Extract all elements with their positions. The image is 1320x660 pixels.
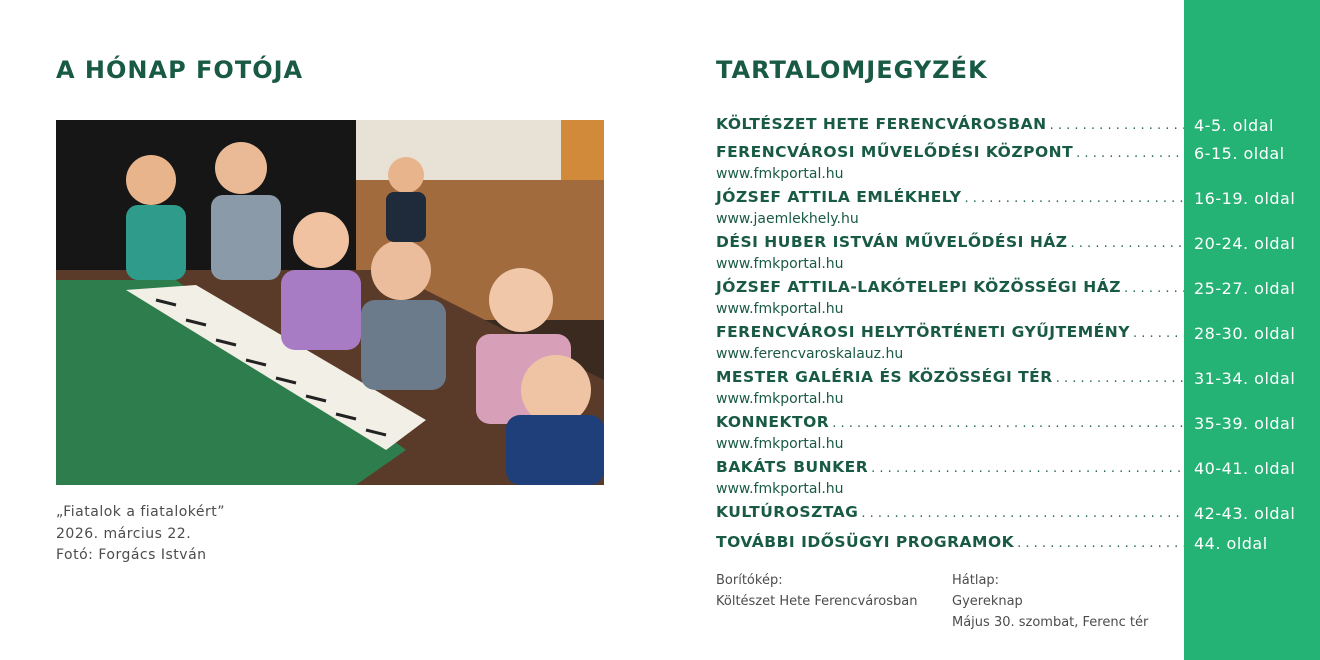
- toc-entry-page: 28-30. oldal: [1194, 324, 1296, 343]
- toc-title: TARTALOMJEGYZÉK: [716, 56, 988, 84]
- toc-entry-name: KÖLTÉSZET HETE FERENCVÁROSBAN: [716, 115, 1047, 133]
- toc-entry-url[interactable]: www.fmkportal.hu: [716, 301, 844, 317]
- back-cover-event: Gyereknap: [952, 594, 1023, 609]
- toc-entry[interactable]: [716, 533, 1268, 555]
- toc-entry[interactable]: [716, 323, 1296, 364]
- toc-entry-name: JÓZSEF ATTILA EMLÉKHELY: [716, 188, 962, 206]
- photo-caption: [56, 502, 225, 567]
- caption-photographer: Fotó: Forgács István: [56, 547, 207, 563]
- toc-entry-url[interactable]: www.fmkportal.hu: [716, 481, 844, 497]
- toc-entry-page: 44. oldal: [1194, 534, 1268, 553]
- toc-entry[interactable]: [716, 278, 1296, 319]
- toc-entry-page: 40-41. oldal: [1194, 459, 1296, 478]
- toc-entry-url[interactable]: www.fmkportal.hu: [716, 391, 844, 407]
- toc-entry[interactable]: [716, 368, 1296, 409]
- toc-entry[interactable]: [716, 188, 1296, 229]
- toc-entry-name: JÓZSEF ATTILA-LAKÓTELEPI KÖZÖSSÉGI HÁZ: [716, 278, 1122, 296]
- caption-date: 2026. március 22.: [56, 525, 192, 542]
- back-cover-label: Hátlap:: [952, 573, 1000, 588]
- toc-leader-dots: [829, 416, 1184, 431]
- toc-entry-name: KONNEKTOR: [716, 413, 830, 431]
- toc-entry[interactable]: [716, 503, 1296, 525]
- toc-entry-url[interactable]: www.fmkportal.hu: [716, 166, 844, 182]
- toc-entry[interactable]: [716, 458, 1296, 499]
- toc-entry[interactable]: [716, 143, 1285, 184]
- back-cover-credit: [952, 570, 1148, 633]
- toc-leader-dots: [1047, 118, 1184, 133]
- caption-title: „Fiatalok a fiatalokért”: [56, 504, 226, 520]
- toc-entry-page: 16-19. oldal: [1194, 189, 1296, 208]
- photo-children-at-piano: [56, 120, 604, 485]
- toc-entry-name: FERENCVÁROSI MŰVELŐDÉSI KÖZPONT: [716, 143, 1074, 161]
- toc-leader-dots: [868, 461, 1184, 476]
- toc-entry-page: 20-24. oldal: [1194, 234, 1296, 253]
- toc-entry-url[interactable]: www.fmkportal.hu: [716, 436, 844, 452]
- toc-entry-url[interactable]: www.jaemlekhely.hu: [716, 211, 859, 227]
- toc-leader-dots: [1130, 326, 1184, 341]
- toc-entry-name: TOVÁBBI IDŐSÜGYI PROGRAMOK: [716, 533, 1015, 551]
- toc-leader-dots: [1121, 281, 1184, 296]
- cover-credit-label: Borítókép:: [716, 573, 783, 588]
- toc-leader-dots: [1068, 236, 1184, 251]
- toc-leader-dots: [1053, 371, 1184, 386]
- toc-entry[interactable]: [716, 115, 1274, 137]
- toc-leader-dots: [1014, 536, 1184, 551]
- toc-entry-page: 42-43. oldal: [1194, 504, 1296, 523]
- toc-entry-name: BAKÁTS BUNKER: [716, 458, 869, 476]
- toc-entry-name: FERENCVÁROSI HELYTÖRTÉNETI GYŰJTEMÉNY: [716, 323, 1130, 341]
- back-cover-date: Május 30. szombat, Ferenc tér: [952, 615, 1149, 630]
- photo-of-month-title: A HÓNAP FOTÓJA: [56, 56, 304, 84]
- toc-leader-dots: [1073, 146, 1184, 161]
- cover-credit: [716, 570, 917, 612]
- toc-entry-url[interactable]: www.fmkportal.hu: [716, 256, 844, 272]
- toc-leader-dots: [858, 506, 1184, 521]
- toc-entry-page: 35-39. oldal: [1194, 414, 1296, 433]
- toc-entry-name: MESTER GALÉRIA ÉS KÖZÖSSÉGI TÉR: [716, 368, 1053, 386]
- toc-entry-url[interactable]: www.ferencvaroskalauz.hu: [716, 346, 904, 362]
- toc-entry[interactable]: [716, 233, 1296, 274]
- toc-entry-page: 4-5. oldal: [1194, 116, 1274, 135]
- toc-entry-name: KULTÚROSZTAG: [716, 503, 859, 521]
- toc-entry-page: 31-34. oldal: [1194, 369, 1296, 388]
- cover-credit-text: Költészet Hete Ferencvárosban: [716, 594, 918, 609]
- toc-entry-page: 6-15. oldal: [1194, 144, 1285, 163]
- toc-leader-dots: [961, 191, 1184, 206]
- toc-entry[interactable]: [716, 413, 1296, 454]
- toc-entry-name: DÉSI HUBER ISTVÁN MŰVELŐDÉSI HÁZ: [716, 233, 1068, 251]
- toc-entry-page: 25-27. oldal: [1194, 279, 1296, 298]
